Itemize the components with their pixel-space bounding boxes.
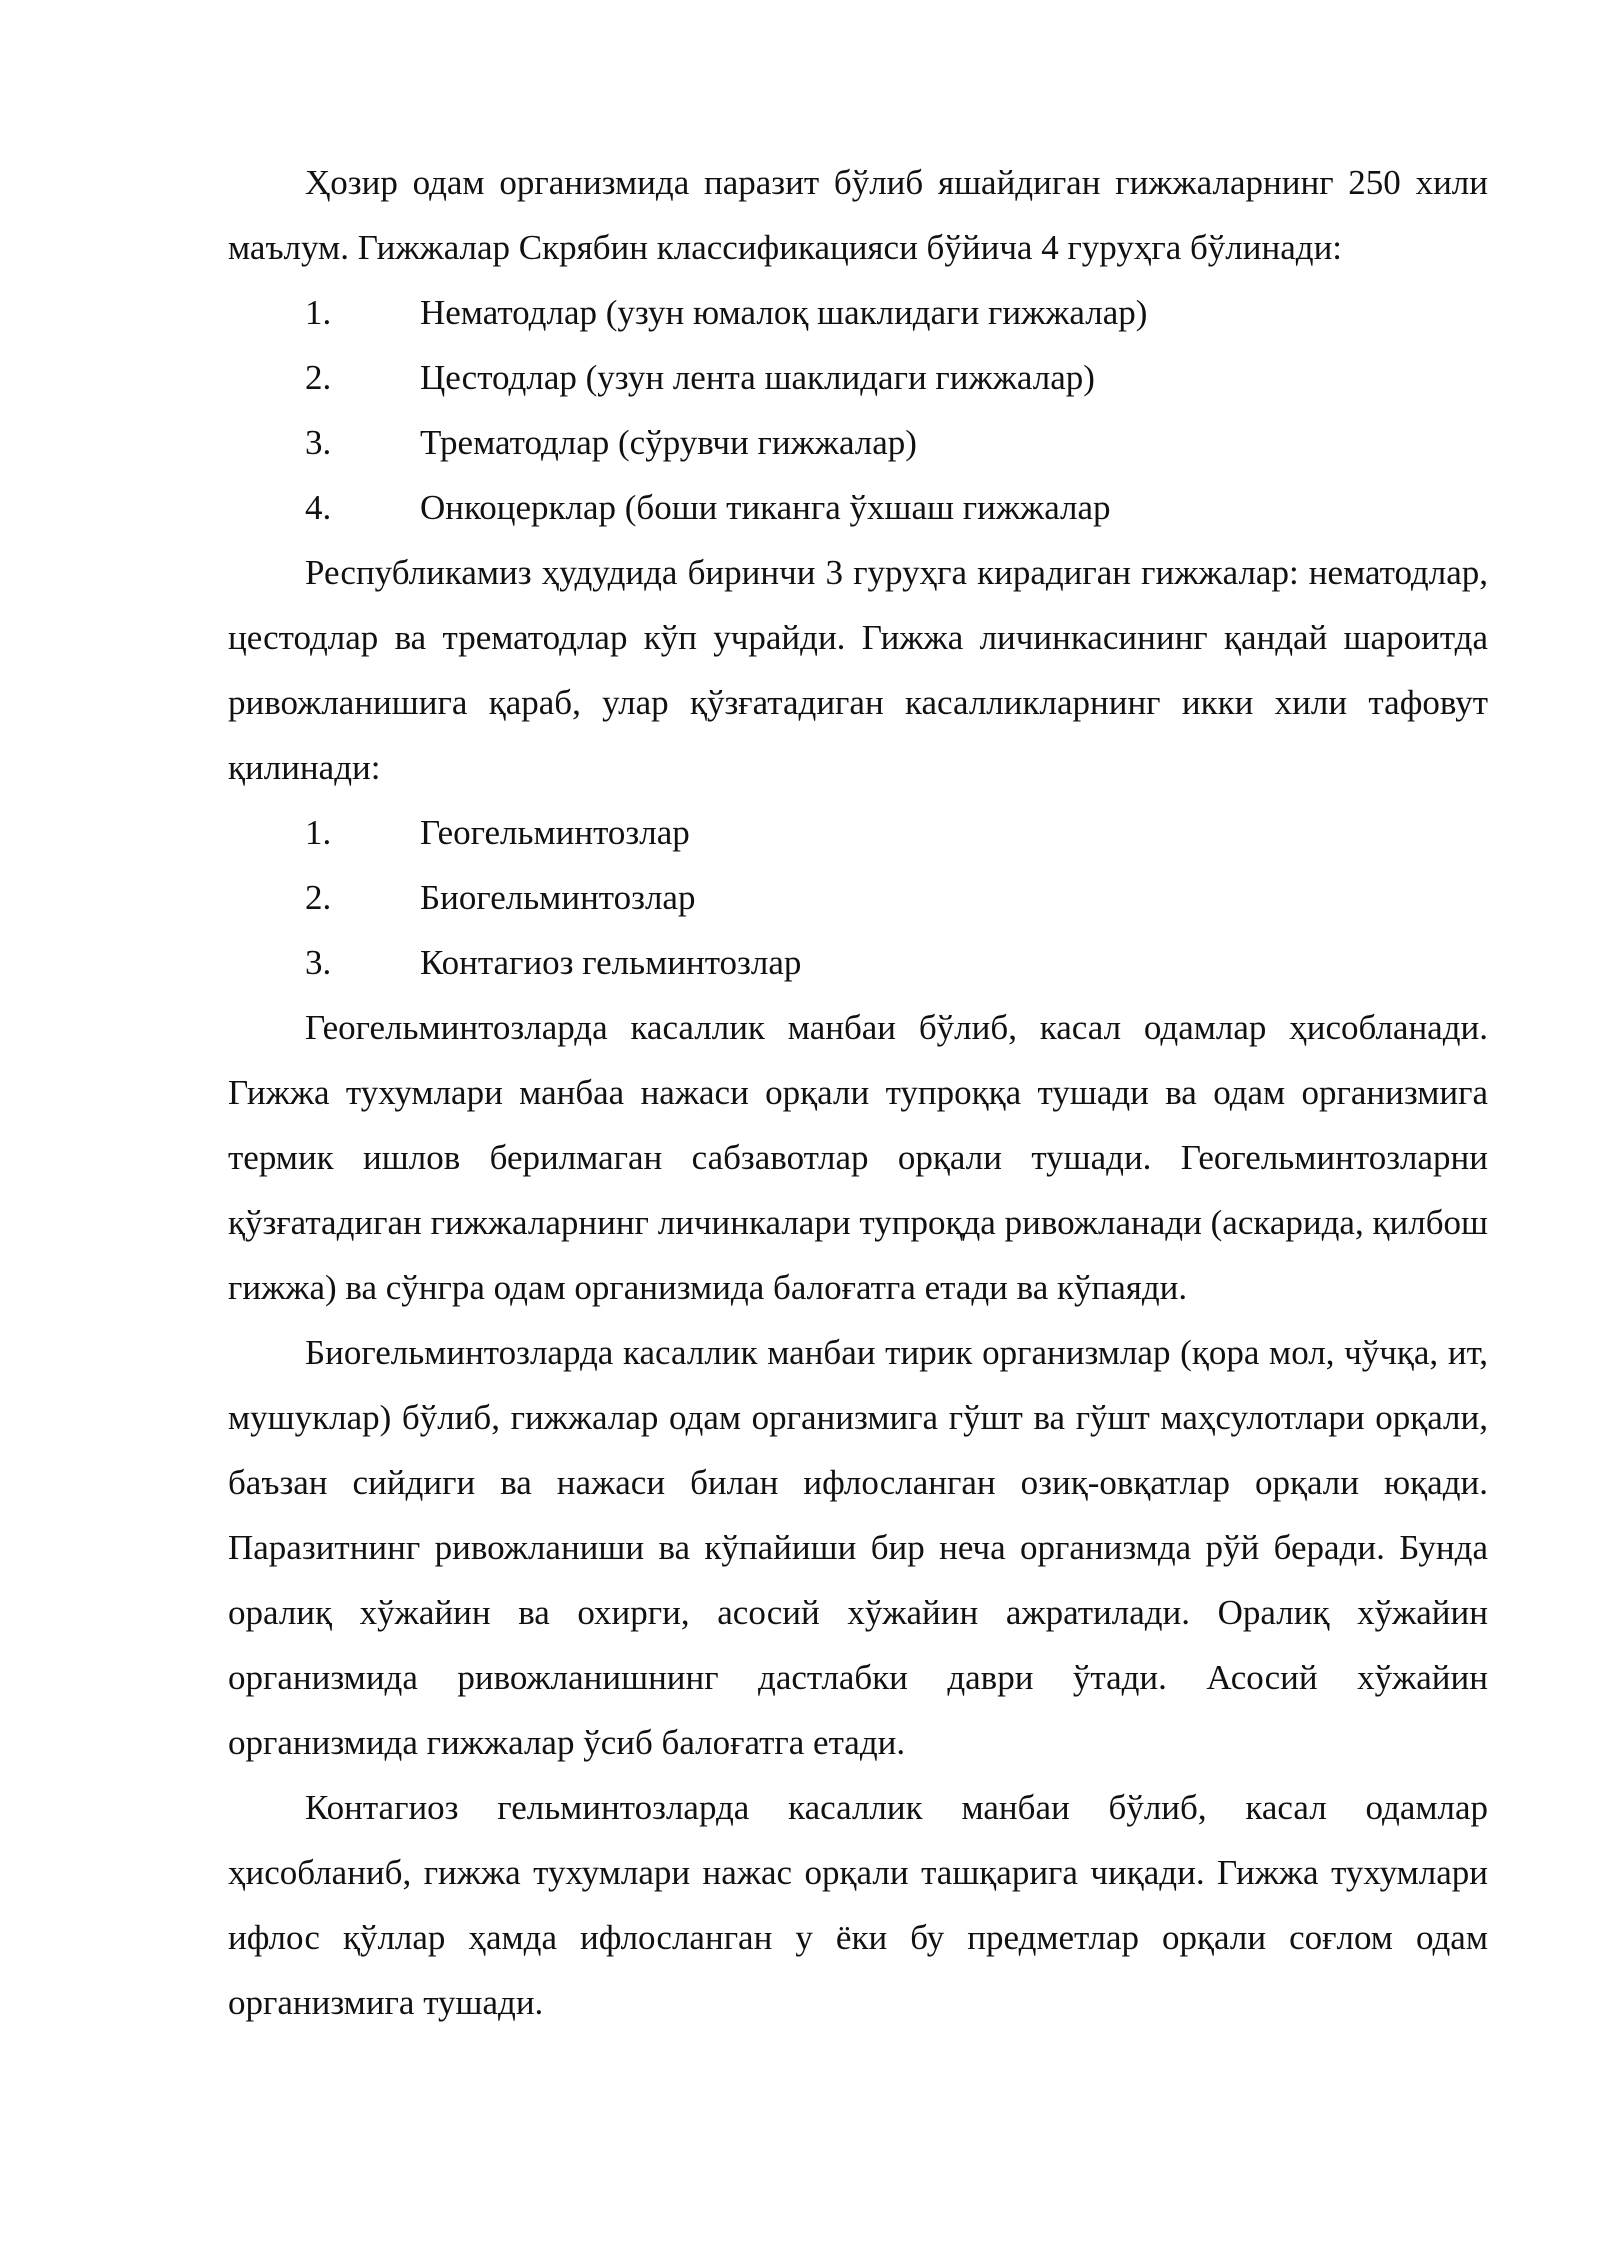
list-item: [228, 865, 1488, 930]
list-item: [228, 800, 1488, 865]
biohelminthiasis-paragraph: Биогельминтозларда касаллик манбаи тирик организмлар (қора мол, чўчқа, ит, мушуклар) бўлиб, гижжалар одам организмига гўшт ва гўшт маҳсулотлари орқали, баъзан сийдиги ва нажаси билан ифлосланган озиқ-овқатлар орқали юқади. Паразитнинг ривожланиши ва кўпайиши бир неча организмда рўй беради. Бунда оралиқ хўжайин ва охирги, асосий хўжайин ажратилади. Оралиқ хўжайин организмида ривожланишнинг дастлабки даври ўтади. Асосий хўжайин организмида гижжалар ўсиб балоғатга етади.: [228, 1333, 1488, 1762]
list-item-number: 1.: [305, 813, 332, 852]
geohelminthiasis-paragraph: Геогельминтозларда касаллик манбаи бўлиб, касал одамлар ҳисобланади. Гижжа тухумлари манбаа нажаси орқали тупроққа тушади ва одам организмига термик ишлов берилмаган сабзавотлар орқали тушади. Геогельминтозларни қўзғатадиган гижжаларнинг личинкалари тупроқда ривожланади (аскарида, қилбош гижжа) ва сўнгра одам организмида балоғатга етади ва кўпаяди.: [228, 1008, 1488, 1307]
list-item: [228, 930, 1488, 995]
list-item-number: 3.: [305, 943, 332, 982]
helminthiasis-types-list: [228, 800, 1488, 995]
list-item-number: 2.: [305, 878, 332, 917]
list-item-number: 1.: [305, 293, 332, 332]
list-item: [228, 475, 1488, 540]
list-item-text: Биогельминтозлар: [420, 878, 696, 917]
list-item-text: Онкоцерклар (боши тиканга ўхшаш гижжалар: [420, 488, 1111, 527]
list-item-text: Нематодлар (узун юмалоқ шаклидаги гижжалар): [420, 293, 1148, 332]
list-item-number: 2.: [305, 358, 332, 397]
intro-paragraph: Ҳозир одам организмида паразит бўлиб яшайдиган гижжаларнинг 250 хили маълум. Гижжалар Скрябин классификацияси бўйича 4 гуруҳга бўлинади:: [228, 163, 1488, 267]
helminth-groups-list: [228, 280, 1488, 540]
document-page: [228, 150, 1488, 2035]
list-item-text: Контагиоз гельминтозлар: [420, 943, 802, 982]
list-item-number: 3.: [305, 423, 332, 462]
list-item-text: Цестодлар (узун лента шаклидаги гижжалар): [420, 358, 1095, 397]
list-item-text: Трематодлар (сўрувчи гижжалар): [420, 423, 917, 462]
list-item: [228, 280, 1488, 345]
list-item: [228, 345, 1488, 410]
republic-paragraph: Республикамиз ҳудудида биринчи 3 гуруҳга кирадиган гижжалар: нематодлар, цестодлар ва трематодлар кўп учрайди. Гижжа личинкасининг қандай шароитда ривожланишига қараб, улар қўзғатадиган касалликларнинг икки хили тафовут қилинади:: [228, 553, 1488, 787]
list-item: [228, 410, 1488, 475]
list-item-number: 4.: [305, 488, 332, 527]
list-item-text: Геогельминтозлар: [420, 813, 690, 852]
contagious-helminthiasis-paragraph: Контагиоз гельминтозларда касаллик манбаи бўлиб, касал одамлар ҳисобланиб, гижжа тухумлари нажас орқали ташқарига чиқади. Гижжа тухумлари ифлос қўллар ҳамда ифлосланган у ёки бу предметлар орқали соғлом одам организмига тушади.: [228, 1788, 1488, 2022]
